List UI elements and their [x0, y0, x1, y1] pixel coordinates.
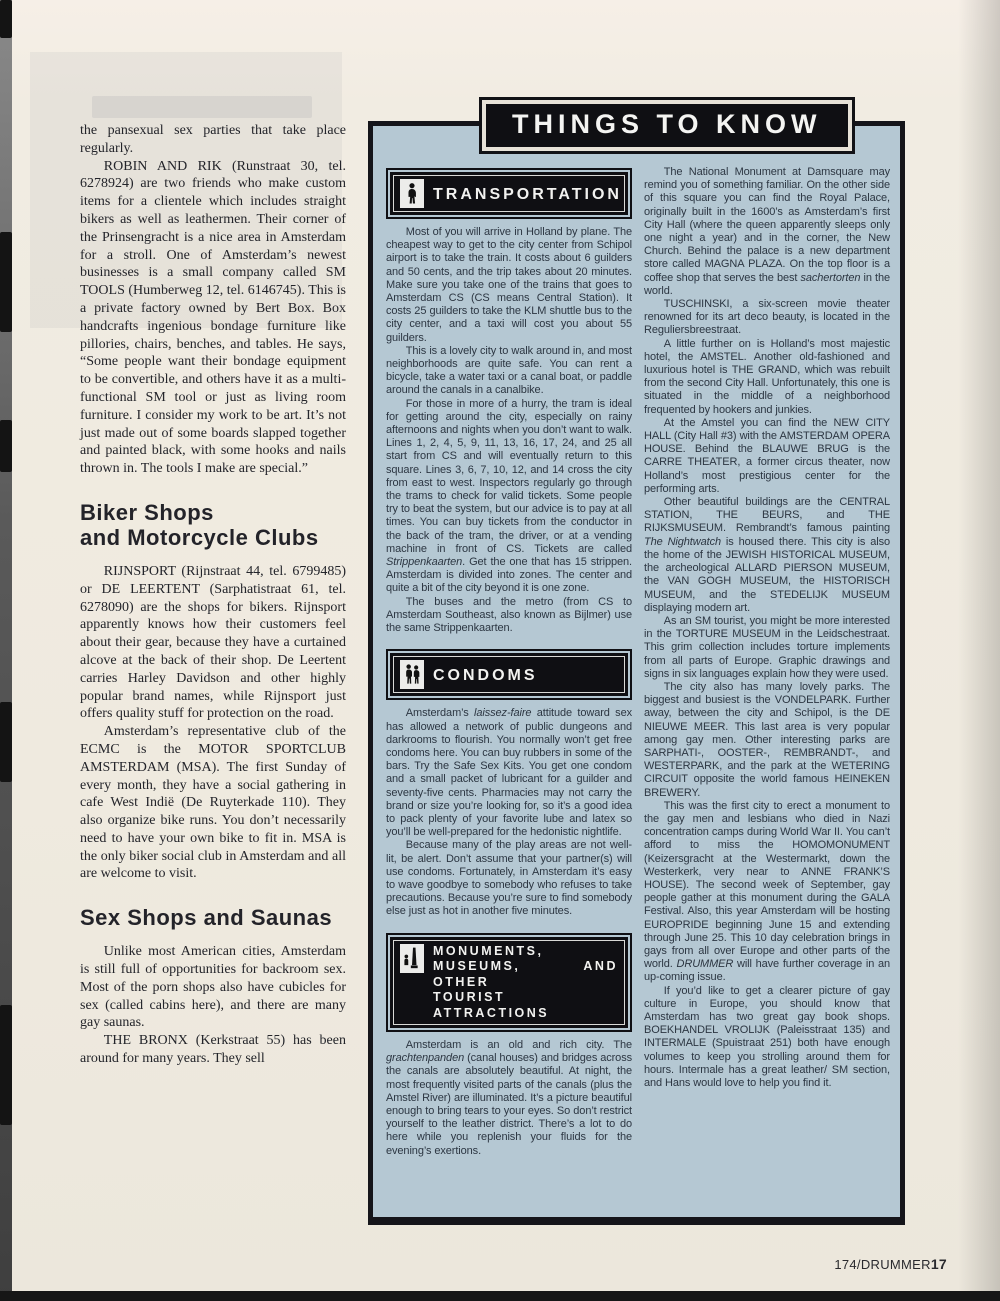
paragraph: The National Monument at Damsquare may remind you of something familiar. On the other side of this square you can find the Royal Palace, originally built in the 1600’s as Amsterdam’s first City Hall (where the queen apparently sleeps only one night a year) and in the corner, the New Church. Behind the palace is a new department store called MAGNA PLAZA. On the top floor is a coffee shop that serves the best sachertorten in the world. [644, 166, 890, 297]
paragraph: For those in more of a hurry, the tram is ideal for getting around the city, especially on rainy afternoons and nights when you don’t want to walk. Lines 1, 2, 4, 5, 9, 11, 13, 16, 17, 24, and 25 all start from CS and will eventually return to this square. Lines 3, 6, 7, 10, 12, and 14 cross the city from east to west. Inspectors regularly go through the trams to check for valid tickets. Some people try to beat the system, but our advice is to pay at all times. You can buy tickets from the conductor in the back of the tram, the driver, or at a vending machine in front of CS. Tickets are called Strippenkaarten. Get the one that has 15 strippen. Amsterdam is divided into zones. The center and quite a bit of the city beyond it is one zone. [386, 397, 632, 595]
paragraph: Amsterdam’s laissez-faire attitude toward sex has allowed a network of public dungeons and darkrooms to flourish. You normally won’t get free condoms here. You can buy rubbers in some of the bars. Try the Safe Sex Kits. You get one condom and a small packet of lubricant for a guilder and seventy-five cents. Pharmacies may not carry the brand or size you’re looking for, so it’s a good idea to pack plenty of your favorite lube and latex so you’ll be well-prepared for the hedonistic nightlife. [386, 707, 632, 839]
heading-sex-shops-saunas: Sex Shops and Saunas [80, 905, 333, 931]
section-title-transportation: TRANSPORTATION [433, 185, 622, 203]
couple-icon [400, 660, 424, 689]
paragraph: Amsterdam is an old and rich city. The grachtenpanden (canal houses) and bridges across the canals are absolutely beautiful. At night, the most frequently visited parts of the canals (plus the Amstel River) are illuminated. It’s a picture beautiful enough to bring tears to your eyes. So don’t restrict yourself to the leather district. There’s a lot to do here while you replenish your fluids for the evening’s exertions. [386, 1039, 632, 1157]
monuments-text [386, 1039, 632, 1158]
paragraph: Most of you will arrive in Holland by plane. The cheapest way to get to the city center from Schipol airport is to take the train. It costs about 6 guilders and 50 cents, and the trip takes about 20 minutes. Make sure you take one of the trains that goes to Amsterdam CS (CS means Central Station). It costs 25 guilders to take the KLM shuttle bus to the city center, and a taxi will cost you about 55 guilders. [386, 226, 632, 344]
paragraph: At the Amstel you can find the NEW CITY HALL (City Hall #3) with the AMSTERDAM OPERA HOUSE. Behind the BLAUWE BRUG is the CARRE THEATER, a former circus theater, now Holland’s most prestigious center for the performing arts. [644, 416, 890, 495]
obelisk-icon [400, 944, 424, 973]
section-title-condoms: CONDOMS [433, 667, 538, 685]
things-to-know-panel [368, 121, 905, 1225]
section-header-condoms [386, 649, 632, 700]
paragraph: RIJNSPORT (Rijnstraat 44, tel. 6799485) or DE LEERTENT (Sarphatistraat 61, tel. 6278090) are the shops for bikers. Rijnsport apparently knows how their customers feel about their gear, because they have a curtained alcove at the back of their shop. De Leertent carries Harley Davidson and other highly popular brand names, while Rijnsport just offers quality stuff for protection on the road. [80, 563, 346, 722]
panel-column-left [386, 168, 632, 1158]
paragraph: Unlike most American cities, Amsterdam is still full of opportunities for backroom sex. Most of the porn shops also have cubicles for sex (called cabins here), and there are many gay saunas. [80, 944, 346, 1031]
biker-shops-text [80, 563, 346, 883]
paragraph: Other beautiful buildings are the CENTRAL STATION, THE BEURS, and THE RIJKSMUSEUM. Rembrandt’s famous painting The Nightwatch is housed there. This city is also the home of the JEWISH HISTORICAL MUSEUM, the archeological ALLARD PIERSON MUSEUM, the VAN GOGH MUSEUM, the HISTORISCH MUSEUM, and the STEDELIJK MUSEUM displaying modern art. [644, 496, 890, 614]
sex-shops-text [80, 943, 346, 1068]
pedestrian-icon [400, 179, 424, 208]
paragraph: THE BRONX (Kerkstraat 55) has been around for many years. They sell [80, 1033, 346, 1067]
magazine-name: 174/DRUMMER [834, 1257, 931, 1272]
paragraph: Amsterdam’s representative club of the ECMC is the MOTOR SPORTCLUB AMSTERDAM (MSA). The first Sunday of every month, they have a social gathering in cafe West Indië (De Ruyterkade 110). They also organize bike runs. You don’t necessarily need to have your own bike to fit in. MSA is the only biker social club in Amsterdam and all are welcome to visit. [80, 724, 346, 882]
panel-column-right [644, 166, 890, 1090]
page-folio [834, 1256, 947, 1272]
reverse-side-showthrough-bar [92, 96, 312, 118]
paragraph: A little further on is Holland’s most majestic hotel, the AMSTEL. Another old-fashioned and luxurious hotel is THE GRAND, which was rebuilt from the second City Hall. Unfortunately, this one is situated in the middle of a neighborhood frequented by hookers and junkies. [644, 337, 890, 416]
section-header-monuments [386, 933, 632, 1033]
article-intro [80, 122, 346, 478]
paragraph: This is a lovely city to walk around in, and most neighborhoods are quite safe. You can rent a bicycle, take a water taxi or a canal boat, or paddle around the canals in a canalbike. [386, 344, 632, 397]
paragraph: If you’d like to get a clearer picture of gay culture in Europe, you should know that Amsterdam has two great gay book shops. BOEKHANDEL VROLIJK (Paleisstraat 135) and INTERMALE (Spuistraat 251) both have enough volumes to keep you strolling around them for hours. Intermale has a great leather/ SM section, and Hans would love to help you find it. [644, 984, 890, 1090]
things-to-know-banner [479, 97, 855, 154]
paragraph: TUSCHINSKI, a six-screen movie theater renowned for its art deco beauty, is located in the Reguliersbreestraat. [644, 298, 890, 337]
paragraph: Because many of the play areas are not well-lit, be alert. Don’t assume that your partner(s) will use condoms. Fortunately, in Amsterdam it’s easy to wave goodbye to somebody who refuses to take precautions. Because you’re sure to find somebody else just as hot in another five minutes. [386, 839, 632, 918]
things-to-know-title: THINGS TO KNOW [486, 104, 848, 147]
scan-edge-right [958, 0, 1000, 1301]
article-left-column [80, 122, 346, 1068]
paragraph: As an SM tourist, you might be more interested in the TORTURE MUSEUM in the Leidschestraat. This grim collection includes torture implements from all parts of Europe. Graphic drawings and signs in six languages explain how they were used. [644, 614, 890, 680]
paragraph: the pansexual sex parties that take place regularly. [80, 123, 346, 156]
paragraph: This was the first city to erect a monument to the gay men and lesbians who died in Nazi concentration camps during World War II. You can’t afford to miss the HOMOMONUMENT (Keizersgracht at the Westermarkt, down the Westerkerk, very near to ANNE FRANK’S HOUSE). The second week of September, gay people gather at this monument during the GALA Festival. Also, this year Amsterdam will be hosting EUROPRIDE beginning June 15 and extending through June 25. This 10 day celebration brings in gays from all over Europe and other parts of the world. DRUMMER will have further coverage in an up-coming issue. [644, 799, 890, 984]
paragraph: The city also has many lovely parks. The biggest and busiest is the VONDELPARK. Further away, between the city and Schipol, is the DE NIEUWE MEER. This last area is very popular among gay men. Other interesting parks are SARPHATI-, OOSTER-, REMBRANDT-, and WESTERPARK, and the park at the WETERING CIRCUIT opposite the world famous HEINEKEN BREWERY. [644, 680, 890, 799]
scan-edge-bottom [0, 1291, 1000, 1301]
paragraph: The buses and the metro (from CS to Amsterdam Southeast, also known as Bijlmer) use the same Strippenkaarten. [386, 595, 632, 635]
section-header-transportation [386, 168, 632, 219]
heading-biker-shops: Biker Shops and Motorcycle Clubs [80, 499, 319, 550]
page-number: 17 [930, 1256, 947, 1272]
condoms-text [386, 707, 632, 918]
scan-edge-left [0, 0, 12, 1301]
paragraph: ROBIN AND RIK (Runstraat 30, tel. 6278924) are two friends who make custom items for a clientele which includes straight bikers as well as leathermen. Their corner of the Prinsengracht is a nice area in Amsterdam for a stroll. One of Amsterdam’s newest businesses is a small company called SM TOOLS (Humberweg 12, tel. 6146745). This is a private factory owned by Bert Box. Box handcrafts ingenious bondage furniture like pillories, chairs, benches, and tables. He says, “Some people want their bondage equipment to be convertible, and others have it as a multi-functional SM tool or just as living room furniture. I consider my work to be art. It’s not just made out of some boards slapped together and painted black, with some hooks and nails thrown in. The tools I make are special.” [80, 158, 346, 477]
transportation-text [386, 226, 632, 635]
section-title-monuments: MONUMENTS, MUSEUMS, AND OTHER TOURIST ATTRACTIONS [433, 943, 618, 1020]
